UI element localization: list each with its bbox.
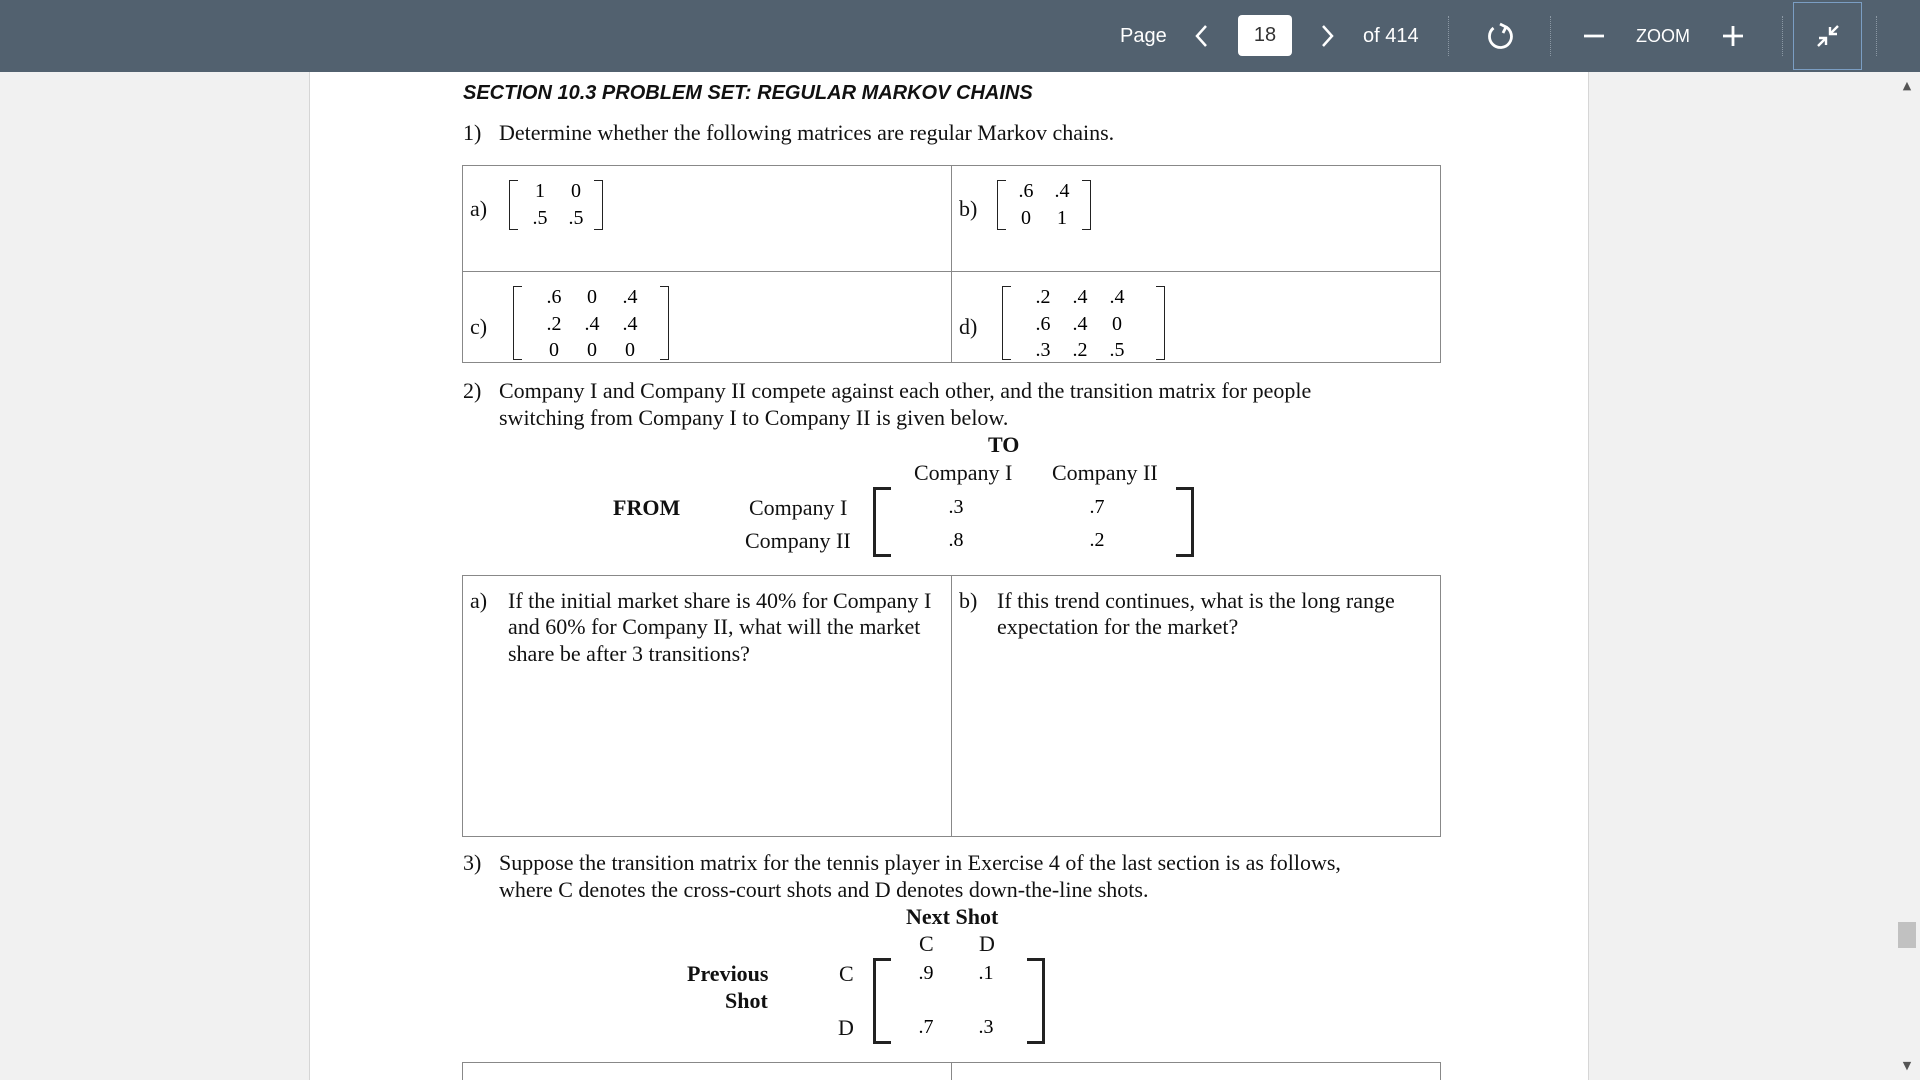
scrollbar-thumb[interactable] — [1898, 922, 1916, 948]
matrix-bracket-left — [513, 286, 522, 360]
matrix-cell: .5 — [532, 207, 548, 229]
exit-fullscreen-button[interactable] — [1793, 2, 1862, 70]
shot-heading: Shot — [725, 988, 768, 1013]
matrix-cell: .2 — [1089, 529, 1105, 551]
matrix-cell: 0 — [587, 339, 597, 361]
q2a-label: a) — [470, 588, 488, 613]
matrix-bracket-right — [660, 286, 669, 360]
matrix-cell: 0 — [1112, 313, 1122, 335]
matrix-cell: .8 — [948, 529, 964, 551]
rotate-button[interactable] — [1476, 0, 1524, 72]
matrix-bracket-left — [1002, 286, 1011, 360]
column-company-ii: Company II — [1052, 460, 1158, 485]
section-title: SECTION 10.3 PROBLEM SET: REGULAR MARKOV CHAINS — [463, 82, 1033, 104]
matrix-cell: .7 — [1089, 496, 1105, 518]
matrix-cell: .6 — [546, 286, 562, 308]
matrix-cell: .3 — [1035, 339, 1051, 361]
matrix-bracket-right — [1027, 958, 1045, 1044]
matrix-cell: .5 — [1109, 339, 1125, 361]
zoom-in-button[interactable] — [1709, 0, 1757, 72]
chevron-left-icon — [1193, 23, 1211, 49]
matrix-cell: .6 — [1018, 180, 1034, 202]
question-2-text-line-1: Company I and Company II compete against each other, and the transition matrix for people — [499, 378, 1312, 403]
matrix-bracket-left — [873, 487, 891, 557]
matrix-bracket-right — [1156, 286, 1165, 360]
scroll-up-arrow-icon[interactable]: ▲ — [1902, 79, 1912, 92]
question-1-text: Determine whether the following matrices are regular Markov chains. — [499, 120, 1115, 145]
q1d-label: d) — [959, 314, 978, 339]
next-page-button[interactable] — [1303, 0, 1351, 72]
matrix-cell: 0 — [549, 339, 559, 361]
matrix-cell: .2 — [1035, 286, 1051, 308]
document-viewer — [0, 72, 1920, 1080]
previous-heading: Previous — [687, 961, 769, 986]
matrix-cell: 0 — [571, 180, 581, 202]
matrix-cell: .2 — [546, 313, 562, 335]
matrix-cell: .4 — [622, 286, 638, 308]
rotate-icon — [1484, 20, 1516, 52]
zoom-out-button[interactable] — [1570, 0, 1618, 72]
matrix-cell: 0 — [625, 339, 635, 361]
vertical-scrollbar[interactable] — [1894, 72, 1920, 1080]
q1b-label: b) — [959, 196, 978, 221]
previous-page-button[interactable] — [1178, 0, 1226, 72]
matrix-bracket-right — [594, 180, 603, 230]
matrix-cell: .2 — [1072, 339, 1088, 361]
matrix-bracket-right — [1176, 487, 1194, 557]
table-divider — [462, 271, 1441, 272]
q1a-label: a) — [470, 196, 488, 221]
row-company-i: Company I — [749, 495, 848, 520]
question-3-text-line-1: Suppose the transition matrix for the tennis player in Exercise 4 of the last section is as follows, — [499, 850, 1341, 875]
toolbar-divider — [1876, 16, 1877, 56]
matrix-cell: .1 — [978, 962, 994, 984]
column-d: D — [979, 931, 995, 956]
matrix-bracket-right — [1082, 180, 1091, 230]
question-3-number: 3) — [463, 850, 482, 875]
matrix-cell: .6 — [1035, 313, 1051, 335]
row-company-ii: Company II — [745, 528, 851, 553]
row-c: C — [839, 961, 854, 986]
page-number-input[interactable] — [1238, 15, 1292, 56]
matrix-cell: .3 — [948, 496, 964, 518]
toolbar-divider — [1448, 16, 1449, 56]
plus-icon — [1721, 24, 1745, 48]
matrix-cell: .4 — [1072, 313, 1088, 335]
matrix-cell: .9 — [918, 962, 934, 984]
toolbar-divider — [1550, 16, 1551, 56]
q2a-text-line-2: and 60% for Company II, what will the market — [508, 614, 921, 639]
matrix-cell: .4 — [622, 313, 638, 335]
matrix-cell: .4 — [1109, 286, 1125, 308]
question-1-number: 1) — [463, 120, 482, 145]
collapse-icon — [1814, 22, 1842, 50]
column-company-i: Company I — [914, 460, 1013, 485]
matrix-cell: 1 — [1057, 207, 1067, 229]
matrix-cell: .4 — [1054, 180, 1070, 202]
matrix-bracket-left — [509, 180, 518, 230]
page-label: Page — [1120, 24, 1167, 47]
question-2-text-line-2: switching from Company I to Company II is given below. — [499, 405, 1009, 430]
from-heading: FROM — [613, 495, 681, 520]
matrix-cell: 0 — [1021, 207, 1031, 229]
matrix-cell: .7 — [918, 1016, 934, 1038]
table-divider — [951, 575, 952, 837]
q2a-text-line-3: share be after 3 transitions? — [508, 641, 750, 666]
question-3-text-line-2: where C denotes the cross-court shots and D denotes down-the-line shots. — [499, 877, 1149, 902]
pdf-toolbar — [0, 0, 1920, 72]
page-total-label: of 414 — [1363, 24, 1419, 47]
q2b-text-line-1: If this trend continues, what is the long range — [997, 588, 1395, 613]
matrix-bracket-left — [873, 958, 891, 1044]
matrix-cell: 0 — [587, 286, 597, 308]
next-shot-heading: Next Shot — [906, 904, 999, 929]
to-heading: TO — [988, 432, 1020, 457]
matrix-cell: .4 — [584, 313, 600, 335]
q2b-label: b) — [959, 588, 978, 613]
scroll-down-arrow-icon[interactable]: ▼ — [1902, 1059, 1912, 1072]
matrix-cell: .5 — [568, 207, 584, 229]
pdf-page — [309, 72, 1589, 1080]
table-divider — [951, 1062, 952, 1080]
toolbar-divider — [1782, 16, 1783, 56]
q1c-label: c) — [470, 314, 488, 339]
matrix-bracket-left — [997, 180, 1006, 230]
matrix-cell: .3 — [978, 1016, 994, 1038]
column-c: C — [919, 931, 934, 956]
row-d: D — [838, 1015, 854, 1040]
chevron-right-icon — [1318, 23, 1336, 49]
minus-icon — [1582, 24, 1606, 48]
question-2-number: 2) — [463, 378, 482, 403]
q2a-text-line-1: If the initial market share is 40% for Company I — [508, 588, 932, 613]
table-divider — [951, 165, 952, 363]
matrix-cell: .4 — [1072, 286, 1088, 308]
matrix-cell: 1 — [535, 180, 545, 202]
zoom-label: ZOOM — [1636, 25, 1690, 46]
q2b-text-line-2: expectation for the market? — [997, 614, 1239, 639]
